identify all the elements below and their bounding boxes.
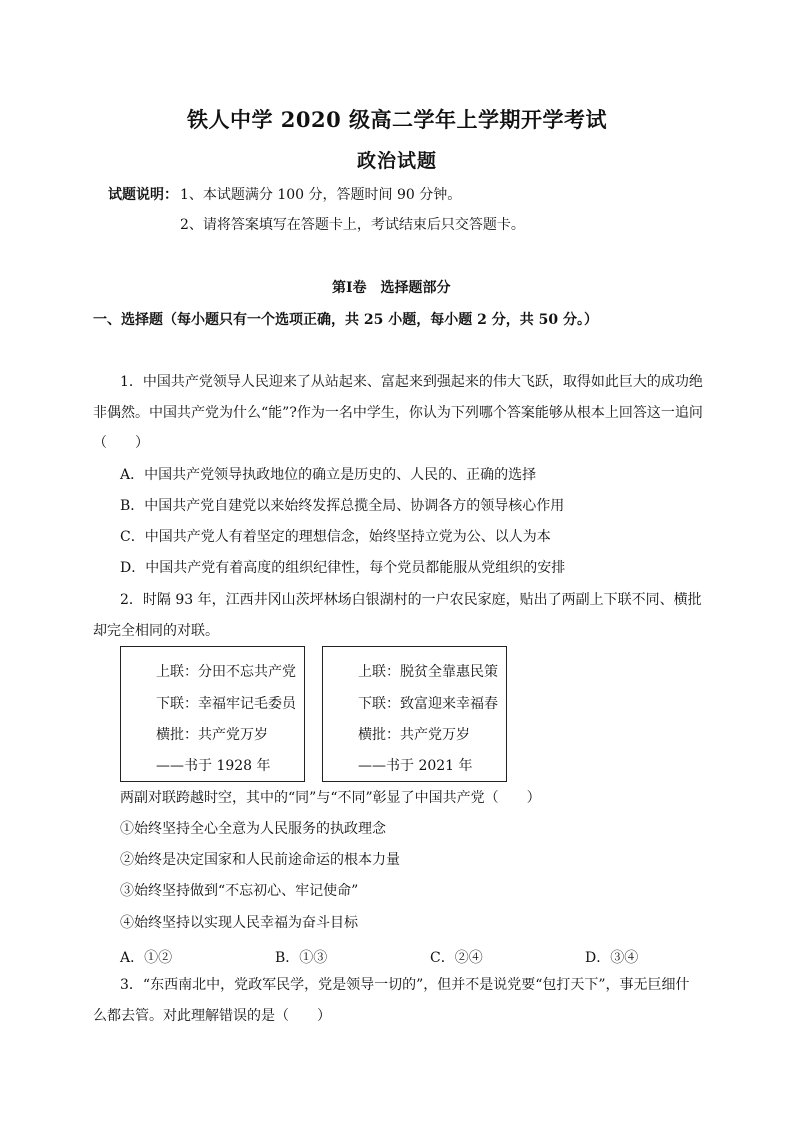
instruction-item-1: 1、本试题满分 100 分，答题时间 90 分钟。	[180, 187, 462, 203]
q3-stem-line-1: 3．“东西南北中，党政军民学，党是领导一切的”，但并不是说党要“包打天下”，事无巨细什	[120, 977, 690, 993]
instruction-item-2: 2、请将答案填写在答题卡上，考试结束后只交答题卡。	[180, 217, 525, 233]
couplet-1928-upper: 上联：分田不忘共产党	[156, 664, 296, 680]
exam-subtitle: 政治试题	[356, 150, 437, 172]
q2-statement-2: ②始终是决定国家和人民前途命运的根本力量	[120, 852, 400, 868]
q1-option-a: A．中国共产党领导执政地位的确立是历史的、人民的、正确的选择	[120, 467, 537, 483]
q2-options	[120, 947, 680, 966]
couplet-2021-date: ——书于 2021 年	[358, 758, 473, 774]
couplet-2021-lower: 下联：致富迎来幸福春	[358, 696, 498, 712]
q1-stem-line-1: 1．中国共产党领导人民迎来了从站起来、富起来到强起来的伟大飞跃，取得如此巨大的成功绝	[120, 374, 703, 390]
q2-stem-line-1: 2．时隔 93 年，江西井冈山茨坪林场白银湖村的一户农民家庭，贴出了两副上下联不同、横批	[120, 592, 702, 608]
q2-statement-3: ③始终坚持做到“不忘初心、牢记使命”	[120, 883, 359, 899]
couplet-1928-banner: 横批：共产党万岁	[156, 727, 268, 743]
q2-question: 两副对联跨越时空，其中的“同”与“不同”彰显了中国共产党（ ）	[120, 790, 541, 806]
couplet-2021-banner: 横批：共产党万岁	[358, 727, 470, 743]
q2-option-a: A．①②	[120, 950, 173, 966]
q2-statement-4: ④始终坚持以实现人民幸福为奋斗目标	[120, 915, 358, 931]
q1-stem-line-2: 非偶然。中国共产党为什么“能”?作为一名中学生，你认为下列哪个答案能够从根本上回答这一追问	[93, 405, 703, 421]
q2-option-d: D．③④	[585, 950, 639, 966]
exam-title: 铁人中学 2020 级高二学年上学期开学考试	[186, 107, 608, 132]
q1-option-c: C．中国共产党人有着坚定的理想信念，始终坚持立党为公、以人为本	[120, 529, 551, 545]
couplet-1928-lower: 下联：幸福牢记毛委员	[156, 696, 296, 712]
section-heading: 一、选择题（每小题只有一个选项正确，共 25 小题，每小题 2 分，共 50 分。）	[93, 312, 598, 328]
q2-option-b: B．①③	[275, 950, 328, 966]
q2-option-c: C．②④	[430, 950, 483, 966]
couplet-2021-upper: 上联：脱贫全靠惠民策	[358, 664, 498, 680]
section-title: 第Ⅰ卷 选择题部分	[332, 280, 451, 296]
couplet-box-2021	[322, 646, 507, 782]
q1-option-d: D．中国共产党有着高度的组织纪律性，每个党员都能服从党组织的安排	[120, 560, 566, 576]
couplet-1928-date: ——书于 1928 年	[156, 758, 271, 774]
q1-answer-blank: （ ）	[93, 435, 149, 451]
q2-stem-line-2: 却完全相同的对联。	[93, 623, 219, 639]
q1-option-b: B．中国共产党自建党以来始终发挥总揽全局、协调各方的领导核心作用	[120, 498, 565, 514]
q3-stem-line-2: 么都去管。对此理解错误的是（ ）	[93, 1008, 331, 1024]
instructions-label: 试题说明：	[108, 187, 178, 203]
couplet-box-1928	[120, 646, 305, 782]
q2-statement-1: ①始终坚持全心全意为人民服务的执政理念	[120, 821, 386, 837]
